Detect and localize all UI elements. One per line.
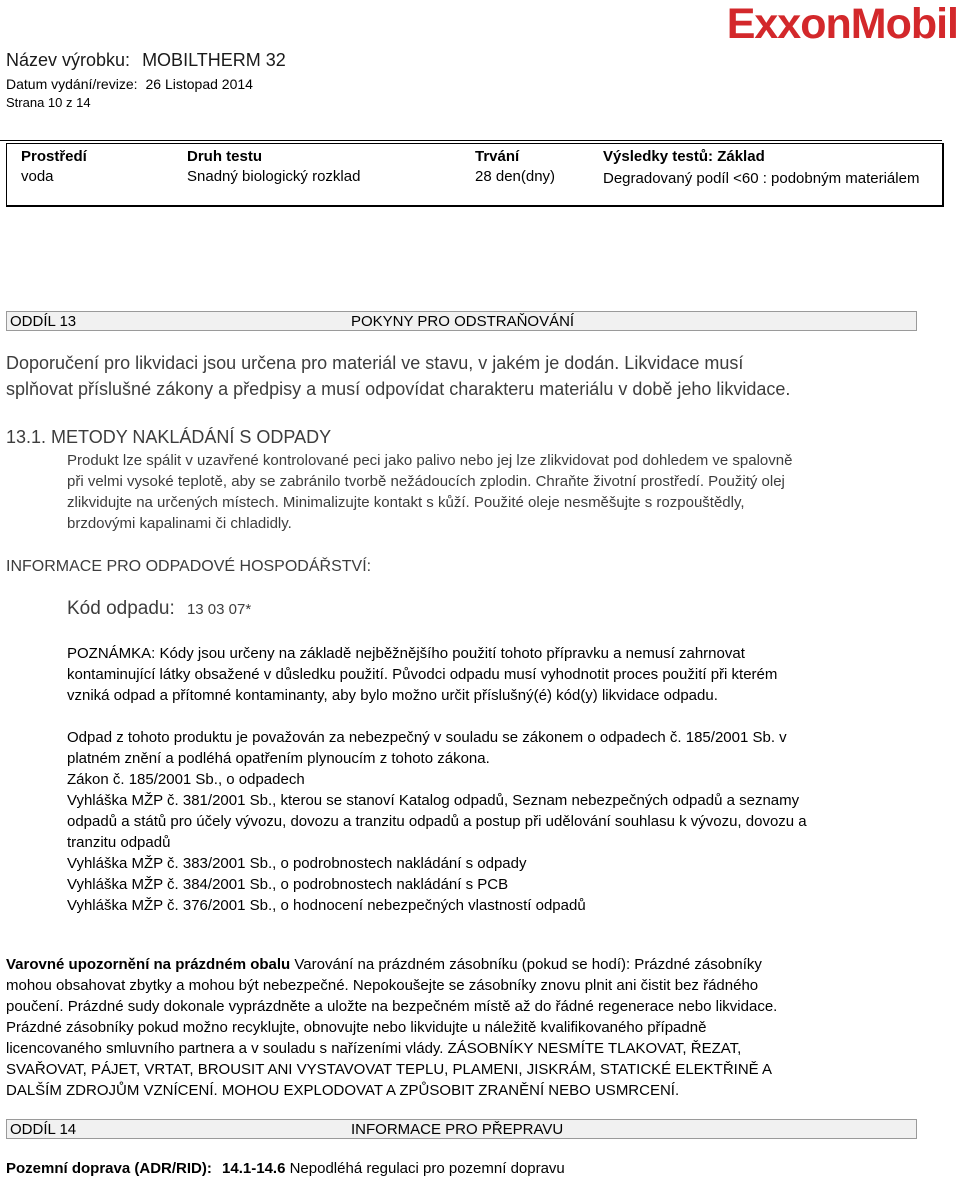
date-label: Datum vydání/revize: [6,76,138,92]
table-cell-results: Degradovaný podíl <60 : podobným materiálem [603,170,920,187]
methods-line: brzdovými kapalinami či chladidly. [67,515,292,532]
intro-line: splňovat příslušné zákony a předpisy a musí odpovídat charakteru materiálu v době jeho likvidace. [6,379,791,399]
table-header-results: Výsledky testů: Základ [603,148,765,165]
note-line: kontaminující látky obsažené v důsledku použití. Původci odpadu musí vyhodnotit proces použití při kterém [67,666,778,683]
product-label: Název výrobku: [6,50,131,70]
legal-line: Zákon č. 185/2001 Sb., o odpadech [67,771,305,788]
table-header-duration: Trvání [475,148,520,165]
legal-line: platném znění a podléhá opatřením plynoucím z tohoto zákona. [67,750,490,767]
test-results-table [6,143,944,207]
header-divider [0,140,942,141]
table-cell-duration: 28 den(dny) [475,168,556,185]
section-13-title: POKYNY PRO ODSTRAŇOVÁNÍ [351,313,575,330]
adr-label: Pozemní doprava (ADR/RID): [6,1160,212,1177]
waste-code-line [67,598,251,620]
methods-line: Produkt lze spálit v uzavřené kontrolované peci jako palivo nebo jej lze zlikvidovat pod dohledem ve spalovně [67,452,793,469]
methods-heading: 13.1. METODY NAKLÁDÁNÍ S ODPADY [6,427,332,447]
note-line: vzniká odpad a přítomné kontaminanty, aby bylo možno určit příslušný(é) kód(y) likvidace odpadu. [67,687,718,704]
adr-ref: 14.1-14.6 [222,1160,286,1177]
legal-line: Vyhláška MŽP č. 384/2001 Sb., o podrobnostech nakládání s PCB [67,876,509,893]
exxonmobil-logo: ExxonMobil [726,0,958,48]
warning-first-line [6,954,777,975]
page-number: Strana 10 z 14 [6,95,91,110]
legal-line: Vyhláška MŽP č. 381/2001 Sb., kterou se stanoví Katalog odpadů, Seznam nebezpečných odpadů a seznamy [67,792,800,809]
warning-line: licencovaného smluvního partnera a v souladu s nařízeními vlády. ZÁSOBNÍKY NESMÍTE TLAKOVAT, ŘEZAT, [6,1040,742,1057]
adr-text: Nepodléhá regulaci pro pozemní dopravu [289,1160,565,1177]
legal-line: Odpad z tohoto produktu je považován za nebezpečný v souladu se zákonem o odpadech č. 185/2001 Sb. v [67,729,787,746]
warning-first-rest: Varování na prázdném zásobníku (pokud se hodí): Prázdné zásobníky [290,956,762,973]
revision-date-line [6,76,253,92]
disposal-intro [6,350,790,402]
legal-line: odpadů a států pro účely vývozu, dovozu a tranzitu odpadů a postup při udělování souhlasu k vývozu, dovozu a [67,813,807,830]
section-14-title: INFORMACE PRO PŘEPRAVU [351,1121,564,1138]
warning-line: poučení. Prázdné sudy dokonale vyprázdněte a uložte na bezpečném místě až do řádné regenerace nebo likvidace. [6,998,778,1015]
legal-line: Vyhláška MŽP č. 383/2001 Sb., o podrobnostech nakládání s odpady [67,855,527,872]
section-14-bar [6,1119,917,1139]
table-header-test-type: Druh testu [187,148,262,165]
warning-heading: Varovné upozornění na prázdném obalu [6,956,291,973]
section-13-label: ODDÍL 13 [10,313,77,330]
section-13-bar [6,311,917,331]
methods-text [67,450,792,534]
waste-note [67,643,777,706]
warning-line: mohou obsahovat zbytky a mohou být nebezpečné. Nepokoušejte se zásobníky znovu plnit ani čistit bez řádného [6,977,759,994]
product-name: MOBILTHERM 32 [142,50,286,70]
empty-container-warning [6,954,777,1101]
methods-line: zlikvidujte na určených místech. Minimalizujte kontakt s kůží. Použité oleje nesměšujte s rozpouštědly, [67,494,745,511]
intro-line: Doporučení pro likvidaci jsou určena pro materiál ve stavu, v jakém je dodán. Likvidace musí [6,353,744,373]
table-cell-test-type: Snadný biologický rozklad [187,168,361,185]
legal-line: Vyhláška MŽP č. 376/2001 Sb., o hodnocení nebezpečných vlastností odpadů [67,897,586,914]
methods-line: při velmi vysoké teplotě, aby se zabránilo tvorbě nežádoucích zplodin. Chraňte životní prostředí. Použitý olej [67,473,785,490]
warning-line: Prázdné zásobníky pokud možno recyklujte, obnovujte nebo likvidujte u náležitě kvalifikovaného případně [6,1019,707,1036]
legal-references [67,727,807,916]
legal-line: tranzitu odpadů [67,834,171,851]
warning-line: SVAŘOVAT, PÁJET, VRTAT, BROUSIT ANI VYSTAVOVAT TEPLU, PLAMENI, JISKRÁM, STATICKÉ ELEKTŘINĚ A [6,1061,773,1078]
note-line: POZNÁMKA: Kódy jsou určeny na základě nejběžnějšího použití tohoto přípravku a nemusí zahrnovat [67,645,745,662]
land-transport-line [6,1158,565,1179]
product-name-line [6,50,286,71]
waste-code-value: 13 03 07* [186,601,252,618]
waste-code-label: Kód odpadu: [67,598,175,619]
waste-info-heading: INFORMACE PRO ODPADOVÉ HOSPODÁŘSTVÍ: [6,558,372,575]
table-cell-environment: voda [21,168,54,185]
warning-line: DALŠÍM ZDROJŮM VZNÍCENÍ. MOHOU EXPLODOVAT A ZPŮSOBIT ZRANĚNÍ NEBO USMRCENÍ. [6,1082,680,1099]
section-14-label: ODDÍL 14 [10,1121,77,1138]
table-header-environment: Prostředí [21,148,87,165]
date-value: 26 Listopad 2014 [145,76,253,92]
